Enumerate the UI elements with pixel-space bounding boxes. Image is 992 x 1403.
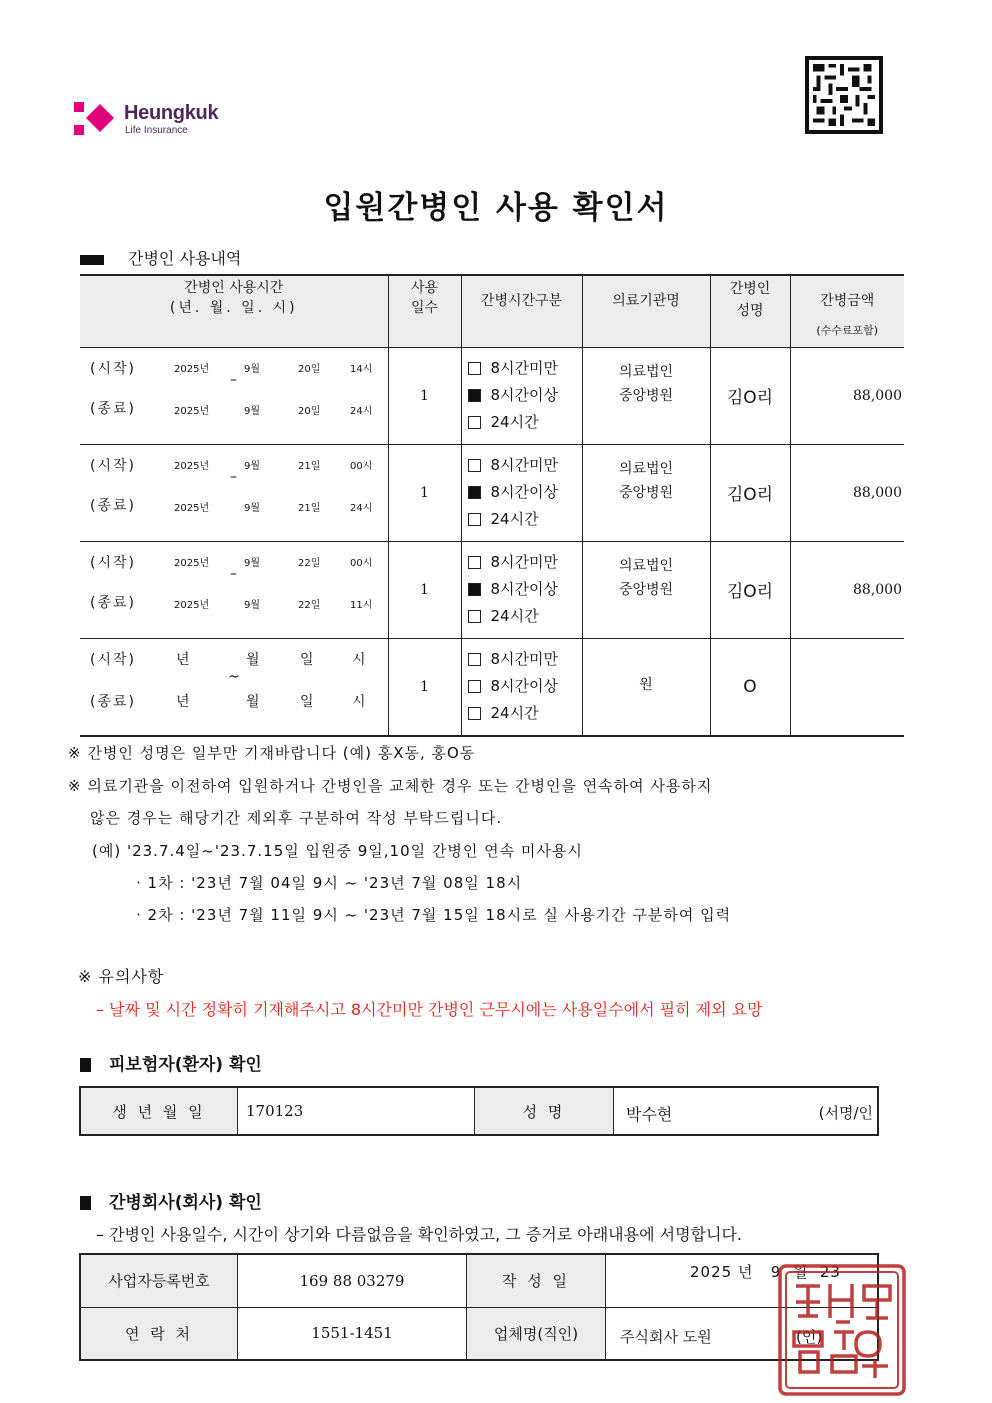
end-y: 2025년 bbox=[174, 502, 210, 514]
patient-sign: (서명/인 bbox=[818, 1104, 873, 1122]
category-cell bbox=[461, 347, 582, 444]
company-contact-value: 1551-1451 bbox=[238, 1307, 467, 1360]
checkbox-icon[interactable] bbox=[468, 653, 481, 666]
logo-sub: Life Insurance bbox=[125, 125, 188, 136]
days-cell: 1 bbox=[388, 541, 461, 638]
category-option[interactable] bbox=[468, 549, 582, 576]
amount-cell: 88,000 bbox=[790, 347, 904, 444]
patient-name-cell bbox=[614, 1087, 879, 1135]
amount-cell: 88,000 bbox=[790, 444, 904, 541]
end-label: (종료) bbox=[90, 497, 136, 514]
company-name-value: 주식회사 도원 bbox=[620, 1327, 712, 1346]
category-option-label: 8시간이상 bbox=[490, 580, 559, 598]
company-name-label: 업체명(직인) bbox=[467, 1307, 606, 1360]
category-option[interactable] bbox=[468, 382, 582, 409]
category-cell bbox=[461, 638, 582, 736]
checked-box-icon[interactable] bbox=[468, 486, 481, 499]
heungkuk-logo-icon bbox=[72, 100, 120, 138]
period-dash: – bbox=[230, 371, 237, 388]
start-h: 00시 bbox=[350, 557, 373, 569]
start-label: (시작) bbox=[90, 457, 136, 474]
header-caregiver-line2: 성명 bbox=[736, 303, 764, 319]
category-option[interactable] bbox=[468, 506, 582, 533]
note-line: ※ 의료기관을 이전하여 입원하거나 간병인을 교체한 경우 또는 간병인을 연속하여 사용하지 bbox=[68, 777, 713, 795]
company-reg-label: 사업자등록번호 bbox=[80, 1254, 238, 1307]
company-statement: – 간병인 사용일수, 시간이 상기와 다름없음을 확인하였고, 그 증거로 아래내용에 서명합니다. bbox=[96, 1225, 742, 1244]
end-d: 20일 bbox=[298, 405, 321, 417]
company-seal-stamp bbox=[776, 1262, 908, 1398]
patient-dob-value: 170123 bbox=[238, 1087, 475, 1135]
heading-block-icon bbox=[80, 1058, 91, 1072]
days-cell: 1 bbox=[388, 444, 461, 541]
period-cell bbox=[80, 347, 388, 444]
days-cell: 1 bbox=[388, 347, 461, 444]
note-line: · 2차 : '23년 7월 11일 9시 ~ '23년 7월 15일 18시로 실 사용기간 구분하여 입력 bbox=[136, 906, 732, 924]
caregiver-name-cell: 김O리 bbox=[710, 541, 790, 638]
start-d: 22일 bbox=[298, 557, 321, 569]
category-option-label: 8시간미만 bbox=[490, 359, 559, 377]
note-line: · 1차 : '23년 7월 04일 9시 ~ '23년 7월 08일 18시 bbox=[136, 874, 523, 892]
period-cell bbox=[80, 444, 388, 541]
category-option[interactable] bbox=[468, 646, 582, 673]
header-amount-label: 간병금액 bbox=[820, 293, 875, 309]
end-h: 시 bbox=[352, 693, 368, 710]
company-contact-label: 연 락 처 bbox=[80, 1307, 238, 1360]
start-d: 20일 bbox=[298, 363, 321, 375]
company-date-label: 작 성 일 bbox=[467, 1254, 606, 1307]
checkbox-icon[interactable] bbox=[468, 707, 481, 720]
checkbox-icon[interactable] bbox=[468, 513, 481, 526]
category-option-label: 8시간미만 bbox=[490, 650, 559, 668]
start-m: 월 bbox=[246, 651, 262, 668]
checkbox-icon[interactable] bbox=[468, 416, 481, 429]
period-cell bbox=[80, 541, 388, 638]
hospital-line2: 중앙병원 bbox=[618, 387, 674, 404]
hospital-line1: 원 bbox=[639, 676, 653, 693]
checkbox-icon[interactable] bbox=[468, 610, 481, 623]
end-label: (종료) bbox=[90, 594, 136, 611]
start-d: 21일 bbox=[298, 460, 321, 472]
checkbox-icon[interactable] bbox=[468, 459, 481, 472]
header-days bbox=[388, 275, 461, 347]
category-option[interactable] bbox=[468, 409, 582, 436]
table-row bbox=[80, 347, 904, 444]
caution-title: ※ 유의사항 bbox=[78, 967, 165, 986]
header-amount bbox=[790, 275, 904, 347]
end-m: 9월 bbox=[244, 405, 261, 417]
start-m: 9월 bbox=[244, 460, 261, 472]
header-caregiver bbox=[710, 275, 790, 347]
category-option-label: 8시간미만 bbox=[490, 456, 559, 474]
category-option[interactable] bbox=[468, 452, 582, 479]
start-m: 9월 bbox=[244, 363, 261, 375]
end-d: 22일 bbox=[298, 599, 321, 611]
start-y: 2025년 bbox=[174, 460, 210, 472]
end-d: 일 bbox=[300, 693, 316, 710]
table-row bbox=[80, 444, 904, 541]
end-m: 월 bbox=[246, 693, 262, 710]
checkbox-icon[interactable] bbox=[468, 556, 481, 569]
caution-text: – 날짜 및 시간 정확히 기재해주시고 8시간미만 간병인 근무시에는 사용일수에서 필히 제외 요망 bbox=[96, 1000, 763, 1019]
patient-heading bbox=[80, 1050, 262, 1075]
start-h: 시 bbox=[352, 651, 368, 668]
start-y: 2025년 bbox=[174, 557, 210, 569]
note-line: 않은 경우는 해당기간 제외후 구분하여 작성 부탁드립니다. bbox=[90, 809, 503, 827]
category-option-label: 24시간 bbox=[490, 510, 539, 528]
category-option-label: 8시간이상 bbox=[490, 483, 559, 501]
section-usage-label: 간병인 사용내역 bbox=[128, 249, 242, 268]
header-days-line2: 일수 bbox=[410, 300, 439, 316]
category-option-label: 8시간미만 bbox=[490, 553, 559, 571]
category-option[interactable] bbox=[468, 355, 582, 382]
header-category: 간병시간구분 bbox=[461, 275, 582, 347]
hospital-cell bbox=[582, 347, 710, 444]
days-cell: 1 bbox=[388, 638, 461, 736]
note-line: ※ 간병인 성명은 일부만 기재바랍니다 (예) 홍X동, 홍O동 bbox=[68, 744, 476, 762]
start-y: 년 bbox=[176, 651, 192, 668]
category-option[interactable] bbox=[468, 700, 582, 727]
heading-block-icon bbox=[80, 255, 104, 265]
end-y: 년 bbox=[176, 693, 192, 710]
start-d: 일 bbox=[300, 651, 316, 668]
company-sign: (인) bbox=[796, 1327, 823, 1346]
usage-table bbox=[80, 274, 904, 737]
end-m: 9월 bbox=[244, 599, 261, 611]
company-heading-label: 간병회사(회사) 확인 bbox=[109, 1193, 262, 1213]
hospital-line2: 중앙병원 bbox=[618, 484, 674, 501]
heading-block-icon bbox=[80, 1196, 91, 1210]
start-label: (시작) bbox=[90, 360, 136, 377]
start-label: (시작) bbox=[90, 651, 136, 668]
caregiver-name-cell: 김O리 bbox=[710, 347, 790, 444]
category-option[interactable] bbox=[468, 479, 582, 506]
checked-box-icon[interactable] bbox=[468, 389, 481, 402]
end-h: 11시 bbox=[350, 599, 373, 611]
start-y: 2025년 bbox=[174, 363, 210, 375]
company-reg-value: 169 88 03279 bbox=[238, 1254, 467, 1307]
category-cell bbox=[461, 541, 582, 638]
checkbox-icon[interactable] bbox=[468, 362, 481, 375]
category-option-label: 8시간이상 bbox=[490, 677, 559, 695]
end-y: 2025년 bbox=[174, 405, 210, 417]
category-option[interactable] bbox=[468, 576, 582, 603]
end-h: 24시 bbox=[350, 405, 373, 417]
header-period-line1: 간병인 사용시간 bbox=[184, 280, 284, 296]
page-title: 입원간병인 사용 확인서 bbox=[323, 190, 669, 226]
end-h: 24시 bbox=[350, 502, 373, 514]
patient-table bbox=[79, 1086, 879, 1136]
end-y: 2025년 bbox=[174, 599, 210, 611]
patient-name-label: 성 명 bbox=[475, 1087, 614, 1135]
period-dash: – bbox=[230, 565, 237, 582]
header-period bbox=[80, 275, 388, 347]
hospital-line2: 중앙병원 bbox=[618, 581, 674, 598]
patient-name-value: 박수현 bbox=[626, 1105, 673, 1124]
start-m: 9월 bbox=[244, 557, 261, 569]
period-tilde: ~ bbox=[228, 668, 240, 685]
company-heading bbox=[80, 1188, 262, 1213]
table-row bbox=[80, 638, 904, 736]
checked-box-icon[interactable] bbox=[468, 583, 481, 596]
period-dash: – bbox=[230, 468, 237, 485]
amount-cell bbox=[790, 638, 904, 736]
patient-heading-label: 피보험자(환자) 확인 bbox=[109, 1055, 262, 1075]
checkbox-icon[interactable] bbox=[468, 680, 481, 693]
category-option-label: 24시간 bbox=[490, 413, 539, 431]
amount-cell: 88,000 bbox=[790, 541, 904, 638]
qr-code-icon bbox=[805, 56, 883, 134]
header-amount-note: (수수료포함) bbox=[816, 324, 879, 337]
note-line: (예) '23.7.4일~'23.7.15일 입원중 9일,10일 간병인 연속 미사용시 bbox=[92, 842, 583, 860]
hospital-cell bbox=[582, 638, 710, 736]
logo-name: Heungkuk bbox=[124, 102, 219, 124]
category-option[interactable] bbox=[468, 673, 582, 700]
company-date-value: 2025 년 9 월 23 bbox=[606, 1254, 879, 1307]
heungkuk-logo bbox=[72, 100, 242, 140]
period-cell bbox=[80, 638, 388, 736]
hospital-line1: 의료법인 bbox=[618, 557, 674, 574]
end-label: (종료) bbox=[90, 693, 136, 710]
category-option[interactable] bbox=[468, 603, 582, 630]
header-period-line2: (년. 월. 일. 시) bbox=[169, 300, 298, 316]
category-option-label: 24시간 bbox=[490, 704, 539, 722]
end-d: 21일 bbox=[298, 502, 321, 514]
patient-dob-label: 생 년 월 일 bbox=[80, 1087, 238, 1135]
category-option-label: 8시간이상 bbox=[490, 386, 559, 404]
end-label: (종료) bbox=[90, 400, 136, 417]
category-cell bbox=[461, 444, 582, 541]
category-option-label: 24시간 bbox=[490, 607, 539, 625]
section-usage-heading bbox=[80, 246, 241, 269]
caregiver-name-cell: 김O리 bbox=[710, 444, 790, 541]
header-caregiver-line1: 간병인 bbox=[729, 281, 771, 297]
hospital-line1: 의료법인 bbox=[618, 363, 674, 380]
header-days-line1: 사용 bbox=[410, 280, 439, 296]
start-h: 14시 bbox=[350, 363, 373, 375]
end-m: 9월 bbox=[244, 502, 261, 514]
table-row bbox=[80, 541, 904, 638]
hospital-line1: 의료법인 bbox=[618, 460, 674, 477]
header-hospital: 의료기관명 bbox=[582, 275, 710, 347]
start-h: 00시 bbox=[350, 460, 373, 472]
hospital-cell bbox=[582, 541, 710, 638]
start-label: (시작) bbox=[90, 554, 136, 571]
company-table bbox=[79, 1253, 879, 1361]
hospital-cell bbox=[582, 444, 710, 541]
caregiver-name-cell: O bbox=[710, 638, 790, 736]
